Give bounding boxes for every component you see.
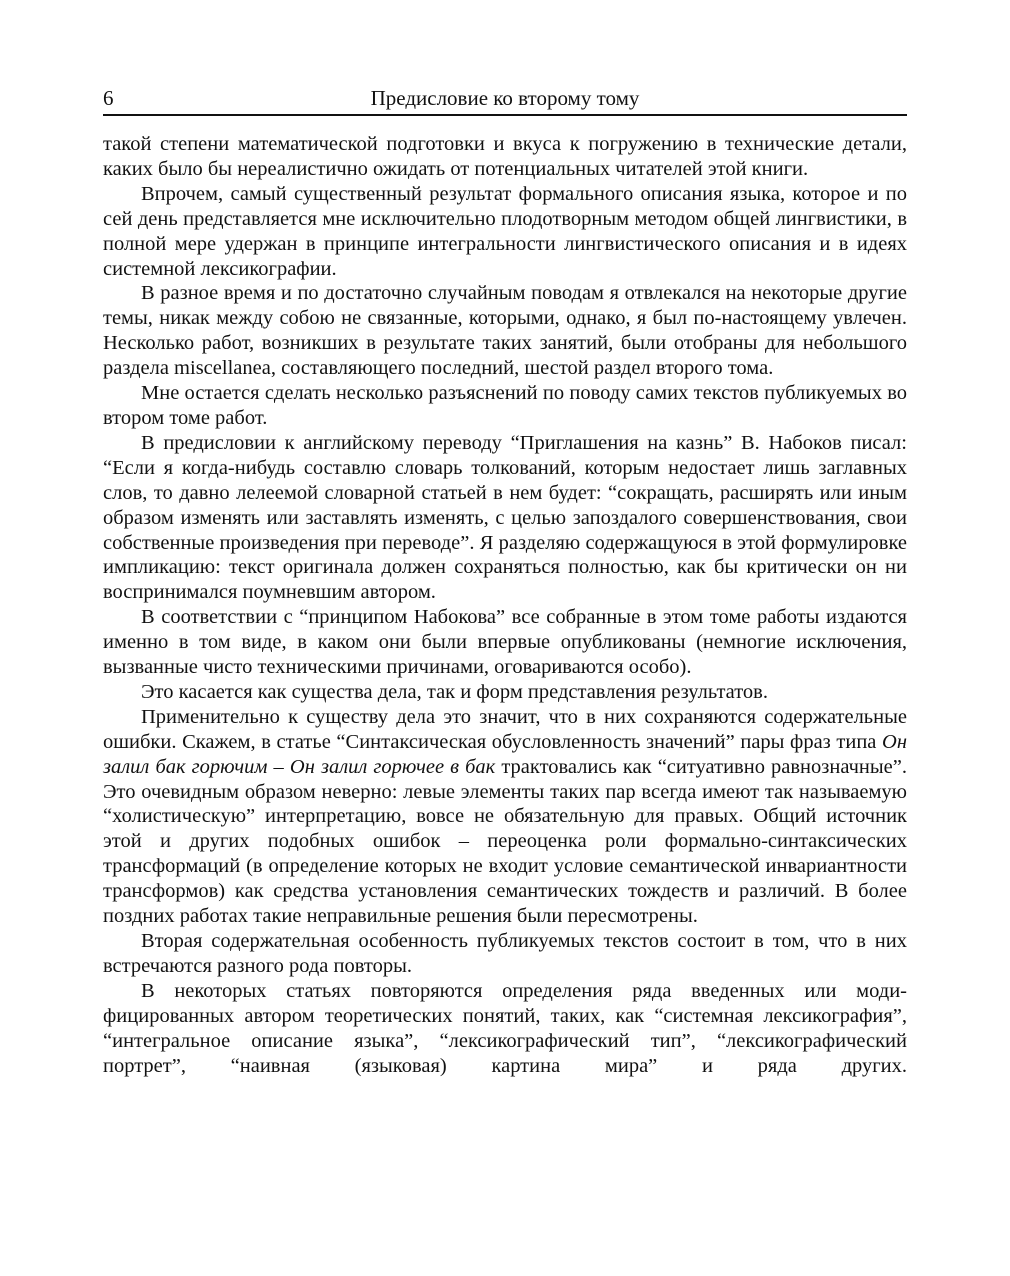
paragraph-text: трактовались как “ситуативно равнозначные”. Это очевидным образом неверно: левые элементы таких пар всегда имеют так называемую “холистическую” интерпретацию, вовсе не обязательную для правых. Общий источник этой и других подобных ошибок – переоценка роли формально-синтаксических трансформаций (в определение которых не входит условие семантической инвариантности трансформов) как средства установления семантических тождеств и различий. В более поздних работах такие неправильные решения были пересмотрены. (103, 755, 907, 928)
page-number: 6 (103, 86, 114, 110)
paragraph: В разное время и по достаточно случайным поводам я отвлекался на некоторые другие темы, никак между собою не связанные, которыми, однако, я был по-настоящему увлечен. Несколько работ, возникших в результате таких занятий, были отобраны для небольшого раздела miscellanea, составляющего последний, шестой раздел второго тома. (103, 282, 907, 380)
paragraph: Это касается как существа дела, так и форм представления результатов. (141, 680, 768, 703)
example-dash: – (267, 755, 290, 778)
paragraph: В соответствии с “принципом Набокова” все собранные в этом томе работы издаются именно в том виде, в каком они были впервые опубликованы (немногие исключения, вызванные чисто техническими причинами, оговариваются особо). (103, 606, 907, 679)
paragraph: Мне остается сделать несколько разъяснений по поводу самих текстов публикуемых во втором томе работ. (103, 382, 907, 429)
paragraph-errors (103, 705, 907, 929)
paragraph-unfinished: В некоторых статьях повторяются определения ряда введенных или модифицированных автором теоретических понятий, таких, как “системная лексикография”, “интегральное описание языка”, “лексикографический тип”, “лексикографический портрет”, “наивная (языковая) картина мира” и ряда других. (103, 979, 907, 1077)
paragraph: Вторая содержательная особенность публикуемых текстов состоит в том, что в них встречаются разного рода повторы. (103, 930, 907, 977)
body-text (103, 132, 907, 1078)
running-head: Предисловие ко второму тому (370, 86, 640, 110)
paragraph-text: Применительно к существу дела это значит, что в них сохраняются содержательные ошибки. Скажем, в статье “Синтаксическая обусловленность значений” пары фраз типа (103, 705, 907, 753)
paragraph-continued: такой степени математической подготовки и вкуса к погружению в технические детали, каких было бы нереалистично ожидать от потенциальных читателей этой книги. (103, 133, 907, 180)
example-sentence: Он залил горючее в бак (289, 755, 496, 778)
example-sentence: Он залил бак горючим (103, 730, 907, 778)
paragraph: Впрочем, самый существенный результат формального описания языка, которое и по сей день представляется мне исключительно плодотворным методом общей лингвистики, в полной мере удержан в принципе интегральности лингвистического описания и в идеях системной лексикографии. (103, 182, 907, 280)
paragraph: В предисловии к английскому переводу “Приглашения на казнь” В. Набоков писал: “Если я когда-нибудь составлю словарь толкований, которым недостает лишь заглавных слов, то давно лелеемой словарной статьей в нем будет: “сокращать, расширять или иным образом изменять или заставлять изменять, с целью запоздалого совершенствования, свои собственные произведения при переводе”. Я разделяю содержащуюся в этой формулировке импликацию: текст оригинала должен сохраняться полностью, как бы критически он ни воспринимался поумневшим автором. (103, 431, 907, 604)
page-header (103, 82, 907, 116)
book-page (103, 82, 907, 1078)
